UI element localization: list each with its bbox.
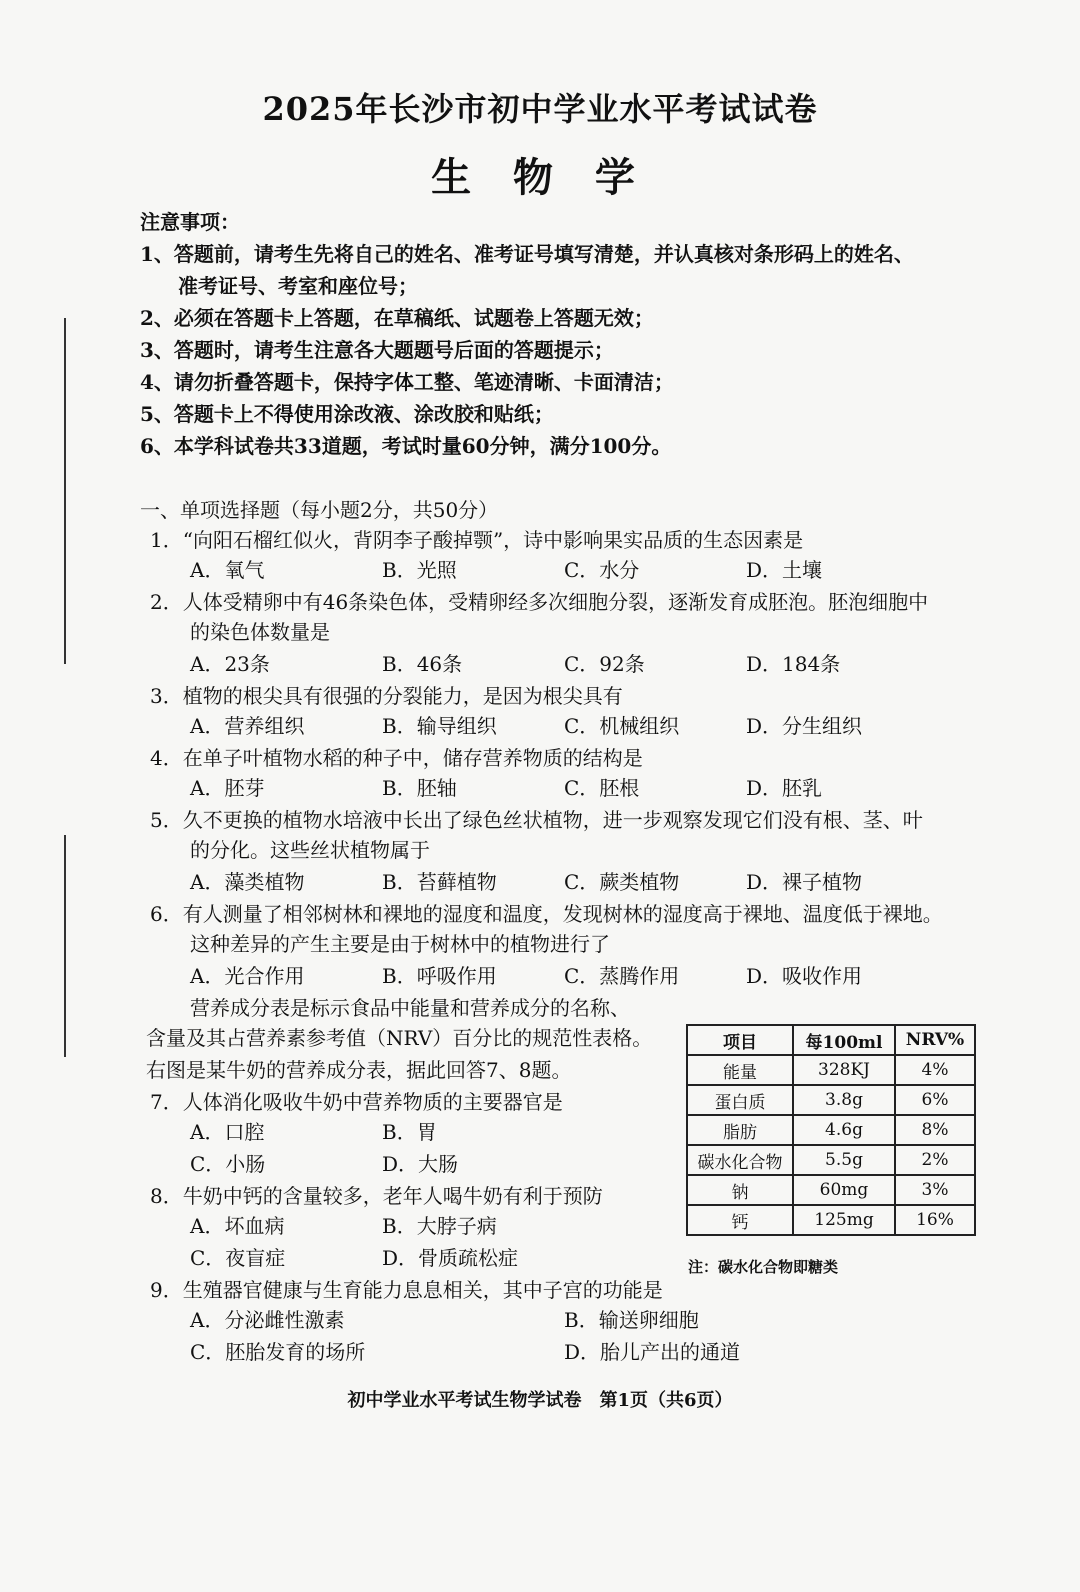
note-item: 1、答题前，请考生先将自己的姓名、准考证号填写清楚，并认真核对条形码上的姓名、: [140, 242, 914, 266]
question-3-option-b: B．输导组织: [382, 714, 497, 738]
question-1-option-a: A．氧气: [190, 558, 265, 582]
table-note: 注：碳水化合物即糖类: [688, 1258, 839, 1276]
note-item: 4、请勿折叠答题卡，保持字体工整、笔迹清晰、卡面清洁；: [140, 370, 674, 394]
table-header-cell: 项目: [687, 1025, 793, 1055]
question-3-option-c: C．机械组织: [564, 714, 680, 738]
question-7-option-b: B．胃: [382, 1120, 437, 1144]
table-cell: 16%: [895, 1205, 975, 1235]
question-8-option-b: B．大脖子病: [382, 1214, 497, 1238]
table-cell: 钙: [687, 1205, 793, 1235]
question-4-option-b: B．胚轴: [382, 776, 457, 800]
question-1-option-d: D．土壤: [746, 558, 823, 582]
intro-line: 营养成分表是标示食品中能量和营养成分的名称、: [190, 996, 630, 1020]
question-7-option-d: D．大肠: [382, 1152, 459, 1176]
question-1-option-b: B．光照: [382, 558, 457, 582]
question-8-option-a: A．坏血病: [190, 1214, 285, 1238]
question-3-stem: 3．植物的根尖具有很强的分裂能力，是因为根尖具有: [150, 684, 623, 708]
question-6-option-a: A．光合作用: [190, 964, 305, 988]
question-3-option-a: A．营养组织: [190, 714, 305, 738]
question-9-option-c: C．胚胎发育的场所: [190, 1340, 366, 1364]
question-6-option-b: B．呼吸作用: [382, 964, 497, 988]
question-4-stem: 4．在单子叶植物水稻的种子中，储存营养物质的结构是: [150, 746, 643, 770]
table-cell: 60mg: [793, 1175, 895, 1205]
question-2-option-c: C．92条: [564, 652, 645, 676]
table-row: [687, 1145, 975, 1175]
table-cell: 脂肪: [687, 1115, 793, 1145]
table-header-cell: NRV%: [895, 1025, 975, 1055]
question-6-option-d: D．吸收作用: [746, 964, 863, 988]
table-cell: 4.6g: [793, 1115, 895, 1145]
question-9-option-b: B．输送卵细胞: [564, 1308, 699, 1332]
table-row: [687, 1085, 975, 1115]
intro-line: 含量及其占营养素参考值（NRV）百分比的规范性表格。: [146, 1026, 653, 1050]
question-7-option-c: C．小肠: [190, 1152, 266, 1176]
margin-line-2: [64, 835, 66, 1057]
question-7-option-a: A．口腔: [190, 1120, 265, 1144]
question-5-stem: 5．久不更换的植物水培液中长出了绿色丝状植物，进一步观察发现它们没有根、茎、叶: [150, 808, 923, 832]
table-header-cell: 每100ml: [793, 1025, 895, 1055]
table-row: [687, 1175, 975, 1205]
table-cell: 125mg: [793, 1205, 895, 1235]
note-item: 准考证号、考室和座位号；: [178, 274, 418, 298]
table-cell: 2%: [895, 1145, 975, 1175]
note-item: 2、必须在答题卡上答题，在草稿纸、试题卷上答题无效；: [140, 306, 654, 330]
question-2-stem-cont: 的染色体数量是: [190, 620, 330, 644]
table-cell: 钠: [687, 1175, 793, 1205]
question-8-option-c: C．夜盲症: [190, 1246, 286, 1270]
note-item: 6、本学科试卷共33道题，考试时量60分钟，满分100分。: [140, 434, 672, 458]
question-9-option-a: A．分泌雌性激素: [190, 1308, 345, 1332]
question-6-stem: 6．有人测量了相邻树林和裸地的湿度和温度，发现树林的湿度高于裸地、温度低于裸地。: [150, 902, 943, 926]
question-6-option-c: C．蒸腾作用: [564, 964, 680, 988]
question-5-option-d: D．裸子植物: [746, 870, 863, 894]
question-2-option-a: A．23条: [190, 652, 270, 676]
subject-title: 生 物 学: [431, 154, 649, 201]
notes-heading: 注意事项：: [140, 210, 240, 234]
page-footer: 初中学业水平考试生物学试卷 第1页（共6页）: [347, 1390, 733, 1411]
question-4-option-a: A．胚芽: [190, 776, 265, 800]
table-cell: 3%: [895, 1175, 975, 1205]
question-5-option-c: C．蕨类植物: [564, 870, 680, 894]
table-cell: 能量: [687, 1055, 793, 1085]
question-8-stem: 8．牛奶中钙的含量较多，老年人喝牛奶有利于预防: [150, 1184, 603, 1208]
note-item: 5、答题卡上不得使用涂改液、涂改胶和贴纸；: [140, 402, 554, 426]
table-row: [687, 1205, 975, 1235]
table-cell: 328KJ: [793, 1055, 895, 1085]
table-header-row: [687, 1025, 975, 1055]
table-cell: 蛋白质: [687, 1085, 793, 1115]
question-6-stem-cont: 这种差异的产生主要是由于树林中的植物进行了: [190, 932, 610, 956]
question-9-stem: 9．生殖器官健康与生育能力息息相关，其中子宫的功能是: [150, 1278, 663, 1302]
question-1-stem: 1．“向阳石榴红似火，背阴李子酸掉颚”，诗中影响果实品质的生态因素是: [150, 528, 804, 552]
question-4-option-c: C．胚根: [564, 776, 640, 800]
question-3-option-d: D．分生组织: [746, 714, 863, 738]
question-5-option-b: B．苔藓植物: [382, 870, 497, 894]
question-7-stem: 7．人体消化吸收牛奶中营养物质的主要器官是: [150, 1090, 563, 1114]
table-row: [687, 1055, 975, 1085]
question-5-option-a: A．藻类植物: [190, 870, 305, 894]
question-2-option-b: B．46条: [382, 652, 463, 676]
exam-title: 2025年长沙市初中学业水平考试试卷: [262, 90, 818, 128]
table-row: [687, 1115, 975, 1145]
table-cell: 5.5g: [793, 1145, 895, 1175]
table-cell: 碳水化合物: [687, 1145, 793, 1175]
intro-line: 右图是某牛奶的营养成分表，据此回答7、8题。: [146, 1058, 572, 1082]
table-cell: 8%: [895, 1115, 975, 1145]
section-heading: 一、单项选择题（每小题2分，共50分）: [140, 498, 499, 522]
question-9-option-d: D．胎儿产出的通道: [564, 1340, 741, 1364]
nutrition-table: [686, 1024, 976, 1236]
question-2-stem: 2．人体受精卵中有46条染色体，受精卵经多次细胞分裂，逐渐发育成胚泡。胚泡细胞中: [150, 590, 929, 614]
question-1-option-c: C．水分: [564, 558, 640, 582]
table-cell: 3.8g: [793, 1085, 895, 1115]
table-cell: 6%: [895, 1085, 975, 1115]
question-2-option-d: D．184条: [746, 652, 841, 676]
margin-line-1: [64, 318, 66, 664]
question-8-option-d: D．骨质疏松症: [382, 1246, 519, 1270]
note-item: 3、答题时，请考生注意各大题题号后面的答题提示；: [140, 338, 614, 362]
question-5-stem-cont: 的分化。这些丝状植物属于: [190, 838, 430, 862]
table-cell: 4%: [895, 1055, 975, 1085]
question-4-option-d: D．胚乳: [746, 776, 823, 800]
